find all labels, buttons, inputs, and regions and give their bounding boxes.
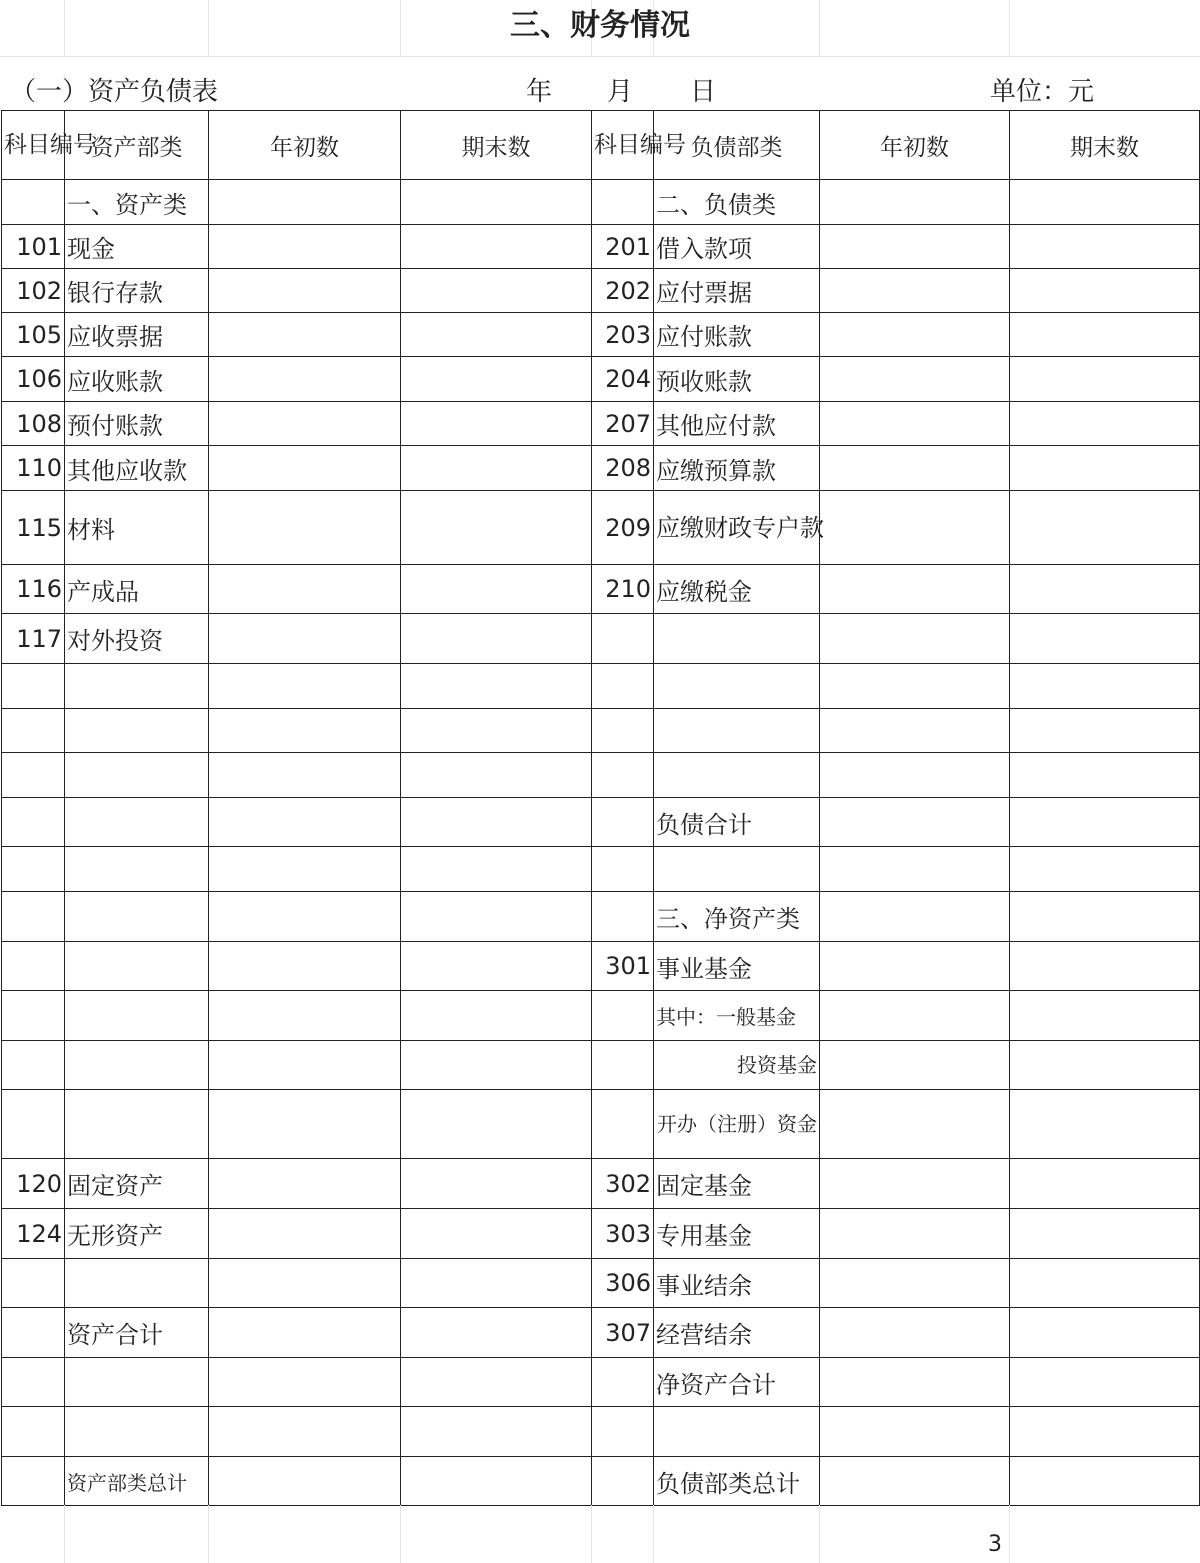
liab-begin-value xyxy=(820,1090,1010,1159)
date-month-label: 月 xyxy=(607,77,634,107)
liab-begin-value xyxy=(820,1308,1010,1358)
liab-end-value xyxy=(1010,180,1200,225)
liab-begin-value xyxy=(820,180,1010,225)
asset-category xyxy=(65,847,209,892)
liab-begin-value xyxy=(820,614,1010,664)
liab-category: 三、净资产类 xyxy=(654,892,820,942)
liab-end-value xyxy=(1010,664,1200,709)
asset-end-value xyxy=(401,892,592,942)
asset-code: 108 xyxy=(2,402,65,446)
liab-begin-value xyxy=(820,1159,1010,1209)
asset-category xyxy=(65,1407,209,1457)
liab-category: 投资基金 xyxy=(654,1041,820,1090)
asset-category xyxy=(65,991,209,1041)
table-row xyxy=(2,1457,1200,1506)
asset-code xyxy=(2,1407,65,1457)
asset-end-value xyxy=(401,942,592,991)
table-header-row xyxy=(2,111,1200,180)
liab-code xyxy=(592,1407,654,1457)
liab-end-value xyxy=(1010,1259,1200,1308)
table-row xyxy=(2,664,1200,709)
liab-end-value xyxy=(1010,1457,1200,1506)
liab-end-value xyxy=(1010,614,1200,664)
asset-end-value xyxy=(401,1090,592,1159)
asset-end-value xyxy=(401,1209,592,1259)
asset-category: 其他应收款 xyxy=(65,446,209,491)
liab-end-value xyxy=(1010,1159,1200,1209)
liab-begin-value xyxy=(820,1259,1010,1308)
liab-code xyxy=(592,1090,654,1159)
asset-begin-value xyxy=(209,357,401,402)
page-number: 3 xyxy=(988,1532,1002,1557)
liab-code: 201 xyxy=(592,225,654,269)
asset-code xyxy=(2,753,65,798)
asset-code xyxy=(2,1259,65,1308)
col-header-liab-begin: 年初数 xyxy=(820,111,1010,180)
liab-code: 306 xyxy=(592,1259,654,1308)
asset-code xyxy=(2,180,65,225)
liab-end-value xyxy=(1010,1041,1200,1090)
asset-begin-value xyxy=(209,614,401,664)
asset-begin-value xyxy=(209,942,401,991)
col-header-liab-end: 期末数 xyxy=(1010,111,1200,180)
table-row xyxy=(2,180,1200,225)
asset-category: 预付账款 xyxy=(65,402,209,446)
asset-code xyxy=(2,798,65,847)
asset-begin-value xyxy=(209,491,401,565)
asset-begin-value xyxy=(209,798,401,847)
asset-code: 110 xyxy=(2,446,65,491)
liab-end-value xyxy=(1010,225,1200,269)
asset-category: 现金 xyxy=(65,225,209,269)
liab-category: 应付账款 xyxy=(654,313,820,357)
balance-sheet-table xyxy=(1,110,1200,1506)
asset-begin-value xyxy=(209,565,401,614)
table-row xyxy=(2,313,1200,357)
liab-category xyxy=(654,709,820,753)
liab-code: 210 xyxy=(592,565,654,614)
asset-code xyxy=(2,664,65,709)
col-header-liab-code: 科目编号 xyxy=(592,111,654,180)
liab-category: 经营结余 xyxy=(654,1308,820,1358)
col-header-asset-code: 科目编号 xyxy=(2,111,65,180)
liab-end-value xyxy=(1010,565,1200,614)
asset-category xyxy=(65,1259,209,1308)
table-row xyxy=(2,1090,1200,1159)
unit-label: 单位：元 xyxy=(990,77,1095,107)
liab-begin-value xyxy=(820,491,1010,565)
liab-category: 事业结余 xyxy=(654,1259,820,1308)
liab-code xyxy=(592,709,654,753)
asset-category: 一、资产类 xyxy=(65,180,209,225)
liab-end-value xyxy=(1010,1090,1200,1159)
liab-end-value xyxy=(1010,269,1200,313)
table-row xyxy=(2,446,1200,491)
asset-begin-value xyxy=(209,446,401,491)
asset-begin-value xyxy=(209,1358,401,1407)
date-day-label: 日 xyxy=(690,77,717,107)
asset-begin-value xyxy=(209,225,401,269)
liab-end-value xyxy=(1010,753,1200,798)
liab-category: 其他应付款 xyxy=(654,402,820,446)
table-row xyxy=(2,991,1200,1041)
asset-category xyxy=(65,1041,209,1090)
asset-begin-value xyxy=(209,1209,401,1259)
asset-begin-value xyxy=(209,1308,401,1358)
table-row xyxy=(2,892,1200,942)
liab-begin-value xyxy=(820,1407,1010,1457)
asset-begin-value xyxy=(209,847,401,892)
liab-category: 应付票据 xyxy=(654,269,820,313)
liab-category xyxy=(654,847,820,892)
liab-code: 208 xyxy=(592,446,654,491)
table-row xyxy=(2,1041,1200,1090)
table-row xyxy=(2,491,1200,565)
table-row xyxy=(2,225,1200,269)
liab-end-value xyxy=(1010,357,1200,402)
asset-code: 124 xyxy=(2,1209,65,1259)
asset-code: 106 xyxy=(2,357,65,402)
asset-code xyxy=(2,1457,65,1506)
liab-end-value xyxy=(1010,1407,1200,1457)
asset-end-value xyxy=(401,753,592,798)
table-row xyxy=(2,1209,1200,1259)
asset-end-value xyxy=(401,446,592,491)
table-row xyxy=(2,357,1200,402)
asset-end-value xyxy=(401,269,592,313)
liab-code: 204 xyxy=(592,357,654,402)
asset-code xyxy=(2,1090,65,1159)
liab-code xyxy=(592,1457,654,1506)
asset-category: 无形资产 xyxy=(65,1209,209,1259)
liab-end-value xyxy=(1010,709,1200,753)
liab-end-value xyxy=(1010,1308,1200,1358)
table-row xyxy=(2,709,1200,753)
asset-code xyxy=(2,991,65,1041)
liab-category: 应缴税金 xyxy=(654,565,820,614)
asset-end-value xyxy=(401,1259,592,1308)
liab-category: 负债部类总计 xyxy=(654,1457,820,1506)
table-row xyxy=(2,1407,1200,1457)
asset-end-value xyxy=(401,180,592,225)
liab-begin-value xyxy=(820,709,1010,753)
liab-end-value xyxy=(1010,798,1200,847)
liab-code xyxy=(592,1041,654,1090)
liab-end-value xyxy=(1010,892,1200,942)
asset-code xyxy=(2,847,65,892)
liab-category: 净资产合计 xyxy=(654,1358,820,1407)
asset-code xyxy=(2,1308,65,1358)
footer-grid xyxy=(0,1505,1200,1563)
asset-category: 固定资产 xyxy=(65,1159,209,1209)
asset-category xyxy=(65,664,209,709)
asset-code xyxy=(2,942,65,991)
col-header-liab-category: 负债部类 xyxy=(654,111,820,180)
liab-end-value xyxy=(1010,1358,1200,1407)
asset-begin-value xyxy=(209,180,401,225)
liab-end-value xyxy=(1010,847,1200,892)
liab-category: 专用基金 xyxy=(654,1209,820,1259)
asset-category xyxy=(65,1358,209,1407)
liab-begin-value xyxy=(820,798,1010,847)
asset-category: 应收票据 xyxy=(65,313,209,357)
liab-category: 其中：一般基金 xyxy=(654,991,820,1041)
liab-begin-value xyxy=(820,1209,1010,1259)
liab-begin-value xyxy=(820,357,1010,402)
table-row xyxy=(2,753,1200,798)
liab-end-value xyxy=(1010,1209,1200,1259)
liab-category: 预收账款 xyxy=(654,357,820,402)
liab-code xyxy=(592,614,654,664)
asset-end-value xyxy=(401,664,592,709)
liab-code: 302 xyxy=(592,1159,654,1209)
asset-begin-value xyxy=(209,1159,401,1209)
asset-end-value xyxy=(401,1159,592,1209)
liab-code: 307 xyxy=(592,1308,654,1358)
asset-category: 材料 xyxy=(65,491,209,565)
asset-code xyxy=(2,1041,65,1090)
asset-category xyxy=(65,892,209,942)
liab-begin-value xyxy=(820,269,1010,313)
liab-category: 借入款项 xyxy=(654,225,820,269)
table-row xyxy=(2,565,1200,614)
asset-end-value xyxy=(401,847,592,892)
liab-end-value xyxy=(1010,491,1200,565)
liab-begin-value xyxy=(820,1041,1010,1090)
asset-begin-value xyxy=(209,1407,401,1457)
asset-end-value xyxy=(401,798,592,847)
liab-begin-value xyxy=(820,664,1010,709)
asset-begin-value xyxy=(209,1259,401,1308)
asset-code: 120 xyxy=(2,1159,65,1209)
asset-begin-value xyxy=(209,709,401,753)
liab-end-value xyxy=(1010,942,1200,991)
asset-category: 资产合计 xyxy=(65,1308,209,1358)
asset-end-value xyxy=(401,1457,592,1506)
asset-end-value xyxy=(401,614,592,664)
asset-begin-value xyxy=(209,269,401,313)
asset-code xyxy=(2,892,65,942)
liab-begin-value xyxy=(820,225,1010,269)
asset-code: 102 xyxy=(2,269,65,313)
liab-code xyxy=(592,753,654,798)
asset-code: 116 xyxy=(2,565,65,614)
liab-category: 负债合计 xyxy=(654,798,820,847)
liab-code xyxy=(592,180,654,225)
asset-end-value xyxy=(401,491,592,565)
asset-category xyxy=(65,709,209,753)
liab-begin-value xyxy=(820,942,1010,991)
liab-end-value xyxy=(1010,313,1200,357)
liab-category: 固定基金 xyxy=(654,1159,820,1209)
asset-end-value xyxy=(401,991,592,1041)
asset-end-value xyxy=(401,313,592,357)
asset-end-value xyxy=(401,1407,592,1457)
asset-begin-value xyxy=(209,1041,401,1090)
liab-code: 207 xyxy=(592,402,654,446)
asset-category: 银行存款 xyxy=(65,269,209,313)
asset-category: 产成品 xyxy=(65,565,209,614)
table-name: （一）资产负债表 xyxy=(10,77,219,107)
liab-category xyxy=(654,753,820,798)
liab-begin-value xyxy=(820,1457,1010,1506)
asset-begin-value xyxy=(209,753,401,798)
liab-code: 303 xyxy=(592,1209,654,1259)
asset-begin-value xyxy=(209,892,401,942)
asset-code: 105 xyxy=(2,313,65,357)
liab-end-value xyxy=(1010,446,1200,491)
asset-end-value xyxy=(401,709,592,753)
asset-category xyxy=(65,942,209,991)
liab-begin-value xyxy=(820,991,1010,1041)
liab-code: 209 xyxy=(592,491,654,565)
asset-code: 117 xyxy=(2,614,65,664)
table-row xyxy=(2,1159,1200,1209)
table-row xyxy=(2,1259,1200,1308)
asset-end-value xyxy=(401,1041,592,1090)
liab-begin-value xyxy=(820,892,1010,942)
liab-begin-value xyxy=(820,313,1010,357)
asset-category: 应收账款 xyxy=(65,357,209,402)
asset-end-value xyxy=(401,1308,592,1358)
asset-code: 101 xyxy=(2,225,65,269)
liab-begin-value xyxy=(820,1358,1010,1407)
liab-code xyxy=(592,892,654,942)
asset-begin-value xyxy=(209,664,401,709)
liab-code xyxy=(592,798,654,847)
asset-end-value xyxy=(401,357,592,402)
liab-begin-value xyxy=(820,565,1010,614)
liab-begin-value xyxy=(820,847,1010,892)
liab-category: 应缴财政专户款 xyxy=(654,491,820,565)
asset-end-value xyxy=(401,402,592,446)
col-header-asset-category: 资产部类 xyxy=(65,111,209,180)
liab-category: 事业基金 xyxy=(654,942,820,991)
table-row xyxy=(2,798,1200,847)
liab-code xyxy=(592,664,654,709)
liab-end-value xyxy=(1010,991,1200,1041)
liab-code xyxy=(592,1358,654,1407)
col-header-asset-end: 期末数 xyxy=(401,111,592,180)
asset-category xyxy=(65,798,209,847)
asset-end-value xyxy=(401,565,592,614)
liab-code xyxy=(592,991,654,1041)
asset-category: 对外投资 xyxy=(65,614,209,664)
table-row xyxy=(2,1308,1200,1358)
liab-category: 应缴预算款 xyxy=(654,446,820,491)
asset-begin-value xyxy=(209,1090,401,1159)
liab-begin-value xyxy=(820,446,1010,491)
page-title: 三、财务情况 xyxy=(510,8,690,43)
table-row xyxy=(2,847,1200,892)
asset-category: 资产部类总计 xyxy=(65,1457,209,1506)
asset-category xyxy=(65,1090,209,1159)
asset-code xyxy=(2,1358,65,1407)
liab-category xyxy=(654,1407,820,1457)
table-row xyxy=(2,1358,1200,1407)
col-header-asset-begin: 年初数 xyxy=(209,111,401,180)
asset-end-value xyxy=(401,1358,592,1407)
asset-begin-value xyxy=(209,313,401,357)
asset-code: 115 xyxy=(2,491,65,565)
liab-code: 202 xyxy=(592,269,654,313)
table-row xyxy=(2,614,1200,664)
asset-end-value xyxy=(401,225,592,269)
liab-category xyxy=(654,614,820,664)
liab-begin-value xyxy=(820,402,1010,446)
table-row xyxy=(2,402,1200,446)
date-year-label: 年 xyxy=(526,77,553,107)
liab-category: 开办（注册）资金 xyxy=(654,1090,820,1159)
liab-code xyxy=(592,847,654,892)
asset-begin-value xyxy=(209,1457,401,1506)
asset-category xyxy=(65,753,209,798)
liab-category xyxy=(654,664,820,709)
liab-category: 二、负债类 xyxy=(654,180,820,225)
liab-code: 301 xyxy=(592,942,654,991)
liab-code: 203 xyxy=(592,313,654,357)
grid-line xyxy=(0,56,1200,57)
liab-end-value xyxy=(1010,402,1200,446)
table-row xyxy=(2,942,1200,991)
asset-code xyxy=(2,709,65,753)
table-row xyxy=(2,269,1200,313)
asset-begin-value xyxy=(209,991,401,1041)
liab-begin-value xyxy=(820,753,1010,798)
asset-begin-value xyxy=(209,402,401,446)
